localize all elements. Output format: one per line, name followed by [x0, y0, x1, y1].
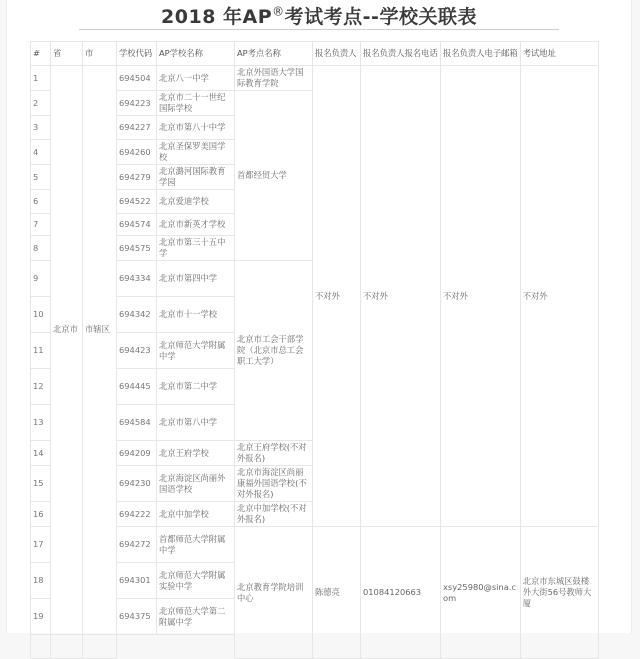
row-index: 1 — [31, 66, 51, 91]
center-name: 北京王府学校(不对外报名) — [235, 441, 313, 466]
contact-cell: 不对外 — [313, 66, 361, 527]
header-contact-email: 报名负责人电子邮箱 — [441, 42, 521, 66]
school-code: 694260 — [117, 140, 157, 165]
city-value: 市辖区 — [85, 324, 110, 334]
header-contact-phone: 报名负责人报名电话 — [361, 42, 441, 66]
row-index: 6 — [31, 190, 51, 214]
school-name: 北京师范大学第二附属中学 — [157, 599, 235, 635]
row-index — [31, 635, 51, 659]
email-cell: 不对外 — [441, 66, 521, 527]
center-name: 北京市工会干部学院（北京市总工会职工大学） — [235, 261, 313, 441]
table-header-row — [31, 42, 599, 66]
email-cell: xsy25980@sina.com — [441, 527, 521, 659]
phone-cell: 01084120663 — [361, 527, 441, 659]
phone-cell: 不对外 — [361, 66, 441, 527]
row-index: 15 — [31, 466, 51, 502]
school-name: 北京师范大学附属中学 — [157, 333, 235, 369]
center-name: 北京教育学院培训中心 — [235, 527, 313, 659]
header-school-code: 学校代码 — [117, 42, 157, 66]
province-cell — [51, 66, 83, 635]
school-name: 北京潞河国际教育学园 — [157, 165, 235, 190]
row-index: 16 — [31, 502, 51, 527]
school-code: 694574 — [117, 214, 157, 236]
title-prefix: 2018 年AP — [161, 6, 273, 28]
center-name: 北京中加学校(不对外报名) — [235, 502, 313, 527]
school-code: 694227 — [117, 116, 157, 140]
school-name: 北京市新英才学校 — [157, 214, 235, 236]
school-name: 北京王府学校 — [157, 441, 235, 466]
school-name: 北京市第二中学 — [157, 369, 235, 405]
row-index: 9 — [31, 261, 51, 297]
registered-mark: ® — [272, 4, 285, 19]
table-row — [31, 527, 599, 563]
row-index: 8 — [31, 236, 51, 261]
contact-cell: 陈德亮 — [313, 527, 361, 659]
school-code — [51, 635, 83, 659]
header-ap-center-name: AP考点名称 — [235, 42, 313, 66]
row-index: 19 — [31, 599, 51, 635]
school-name: 北京市二十一世纪国际学校 — [157, 91, 235, 116]
school-name — [83, 635, 117, 659]
row-index: 3 — [31, 116, 51, 140]
school-code: 694504 — [117, 66, 157, 91]
school-code: 694575 — [117, 236, 157, 261]
school-code: 694301 — [117, 563, 157, 599]
school-code: 694522 — [117, 190, 157, 214]
header-index: # — [31, 42, 51, 66]
row-index: 7 — [31, 214, 51, 236]
school-name: 北京爱迪学校 — [157, 190, 235, 214]
address-cell: 北京市东城区鼓楼外大街56号教师大厦 — [520, 527, 598, 659]
school-name: 北京市第三十五中学 — [157, 236, 235, 261]
address-cell: 不对外 — [520, 66, 598, 527]
header-city: 市 — [83, 42, 117, 66]
exam-center-table — [30, 41, 599, 659]
school-name: 北京市第八十中学 — [157, 116, 235, 140]
center-name: 北京市海淀区尚丽康福外国语学校(不对外报名) — [235, 466, 313, 502]
table-row — [31, 66, 599, 91]
school-code: 694584 — [117, 405, 157, 441]
row-index: 10 — [31, 297, 51, 333]
row-index: 5 — [31, 165, 51, 190]
school-code: 694423 — [117, 333, 157, 369]
row-index: 4 — [31, 140, 51, 165]
school-code: 694334 — [117, 261, 157, 297]
center-name: 北京外国语大学国际教育学院 — [235, 66, 313, 91]
row-index: 13 — [31, 405, 51, 441]
school-name: 北京市第八中学 — [157, 405, 235, 441]
header-ap-school-name: AP学校名称 — [157, 42, 235, 66]
school-code: 694209 — [117, 441, 157, 466]
school-code: 694279 — [117, 165, 157, 190]
city-cell — [83, 66, 117, 635]
row-index: 17 — [31, 527, 51, 563]
header-exam-address: 考试地址 — [520, 42, 598, 66]
school-code: 694342 — [117, 297, 157, 333]
school-name: 北京中加学校 — [157, 502, 235, 527]
school-name: 北京市第四中学 — [157, 261, 235, 297]
school-name: 北京市十一学校 — [157, 297, 235, 333]
school-code: 694375 — [117, 599, 157, 635]
row-index: 14 — [31, 441, 51, 466]
school-code: 694445 — [117, 369, 157, 405]
school-name: 北京圣保罗美国学校 — [157, 140, 235, 165]
header-contact: 报名负责人 — [313, 42, 361, 66]
school-code: 694272 — [117, 527, 157, 563]
title-suffix: 考试考点--学校关联表 — [284, 6, 477, 28]
school-code: 694223 — [117, 91, 157, 116]
row-index: 18 — [31, 563, 51, 599]
page-title — [7, 2, 631, 29]
province-value: 北京市 — [53, 324, 78, 334]
school-code: 694230 — [117, 466, 157, 502]
school-name: 北京海淀区尚丽外国语学校 — [157, 466, 235, 502]
row-index: 12 — [31, 369, 51, 405]
row-index: 2 — [31, 91, 51, 116]
title-divider — [79, 29, 559, 30]
center-name: 首都经贸大学 — [235, 91, 313, 261]
school-name: 首都师范大学附属中学 — [157, 527, 235, 563]
school-code: 694222 — [117, 502, 157, 527]
header-province: 省 — [51, 42, 83, 66]
school-name: 北京八一中学 — [157, 66, 235, 91]
row-index: 11 — [31, 333, 51, 369]
school-name: 北京师范大学附属实验中学 — [157, 563, 235, 599]
